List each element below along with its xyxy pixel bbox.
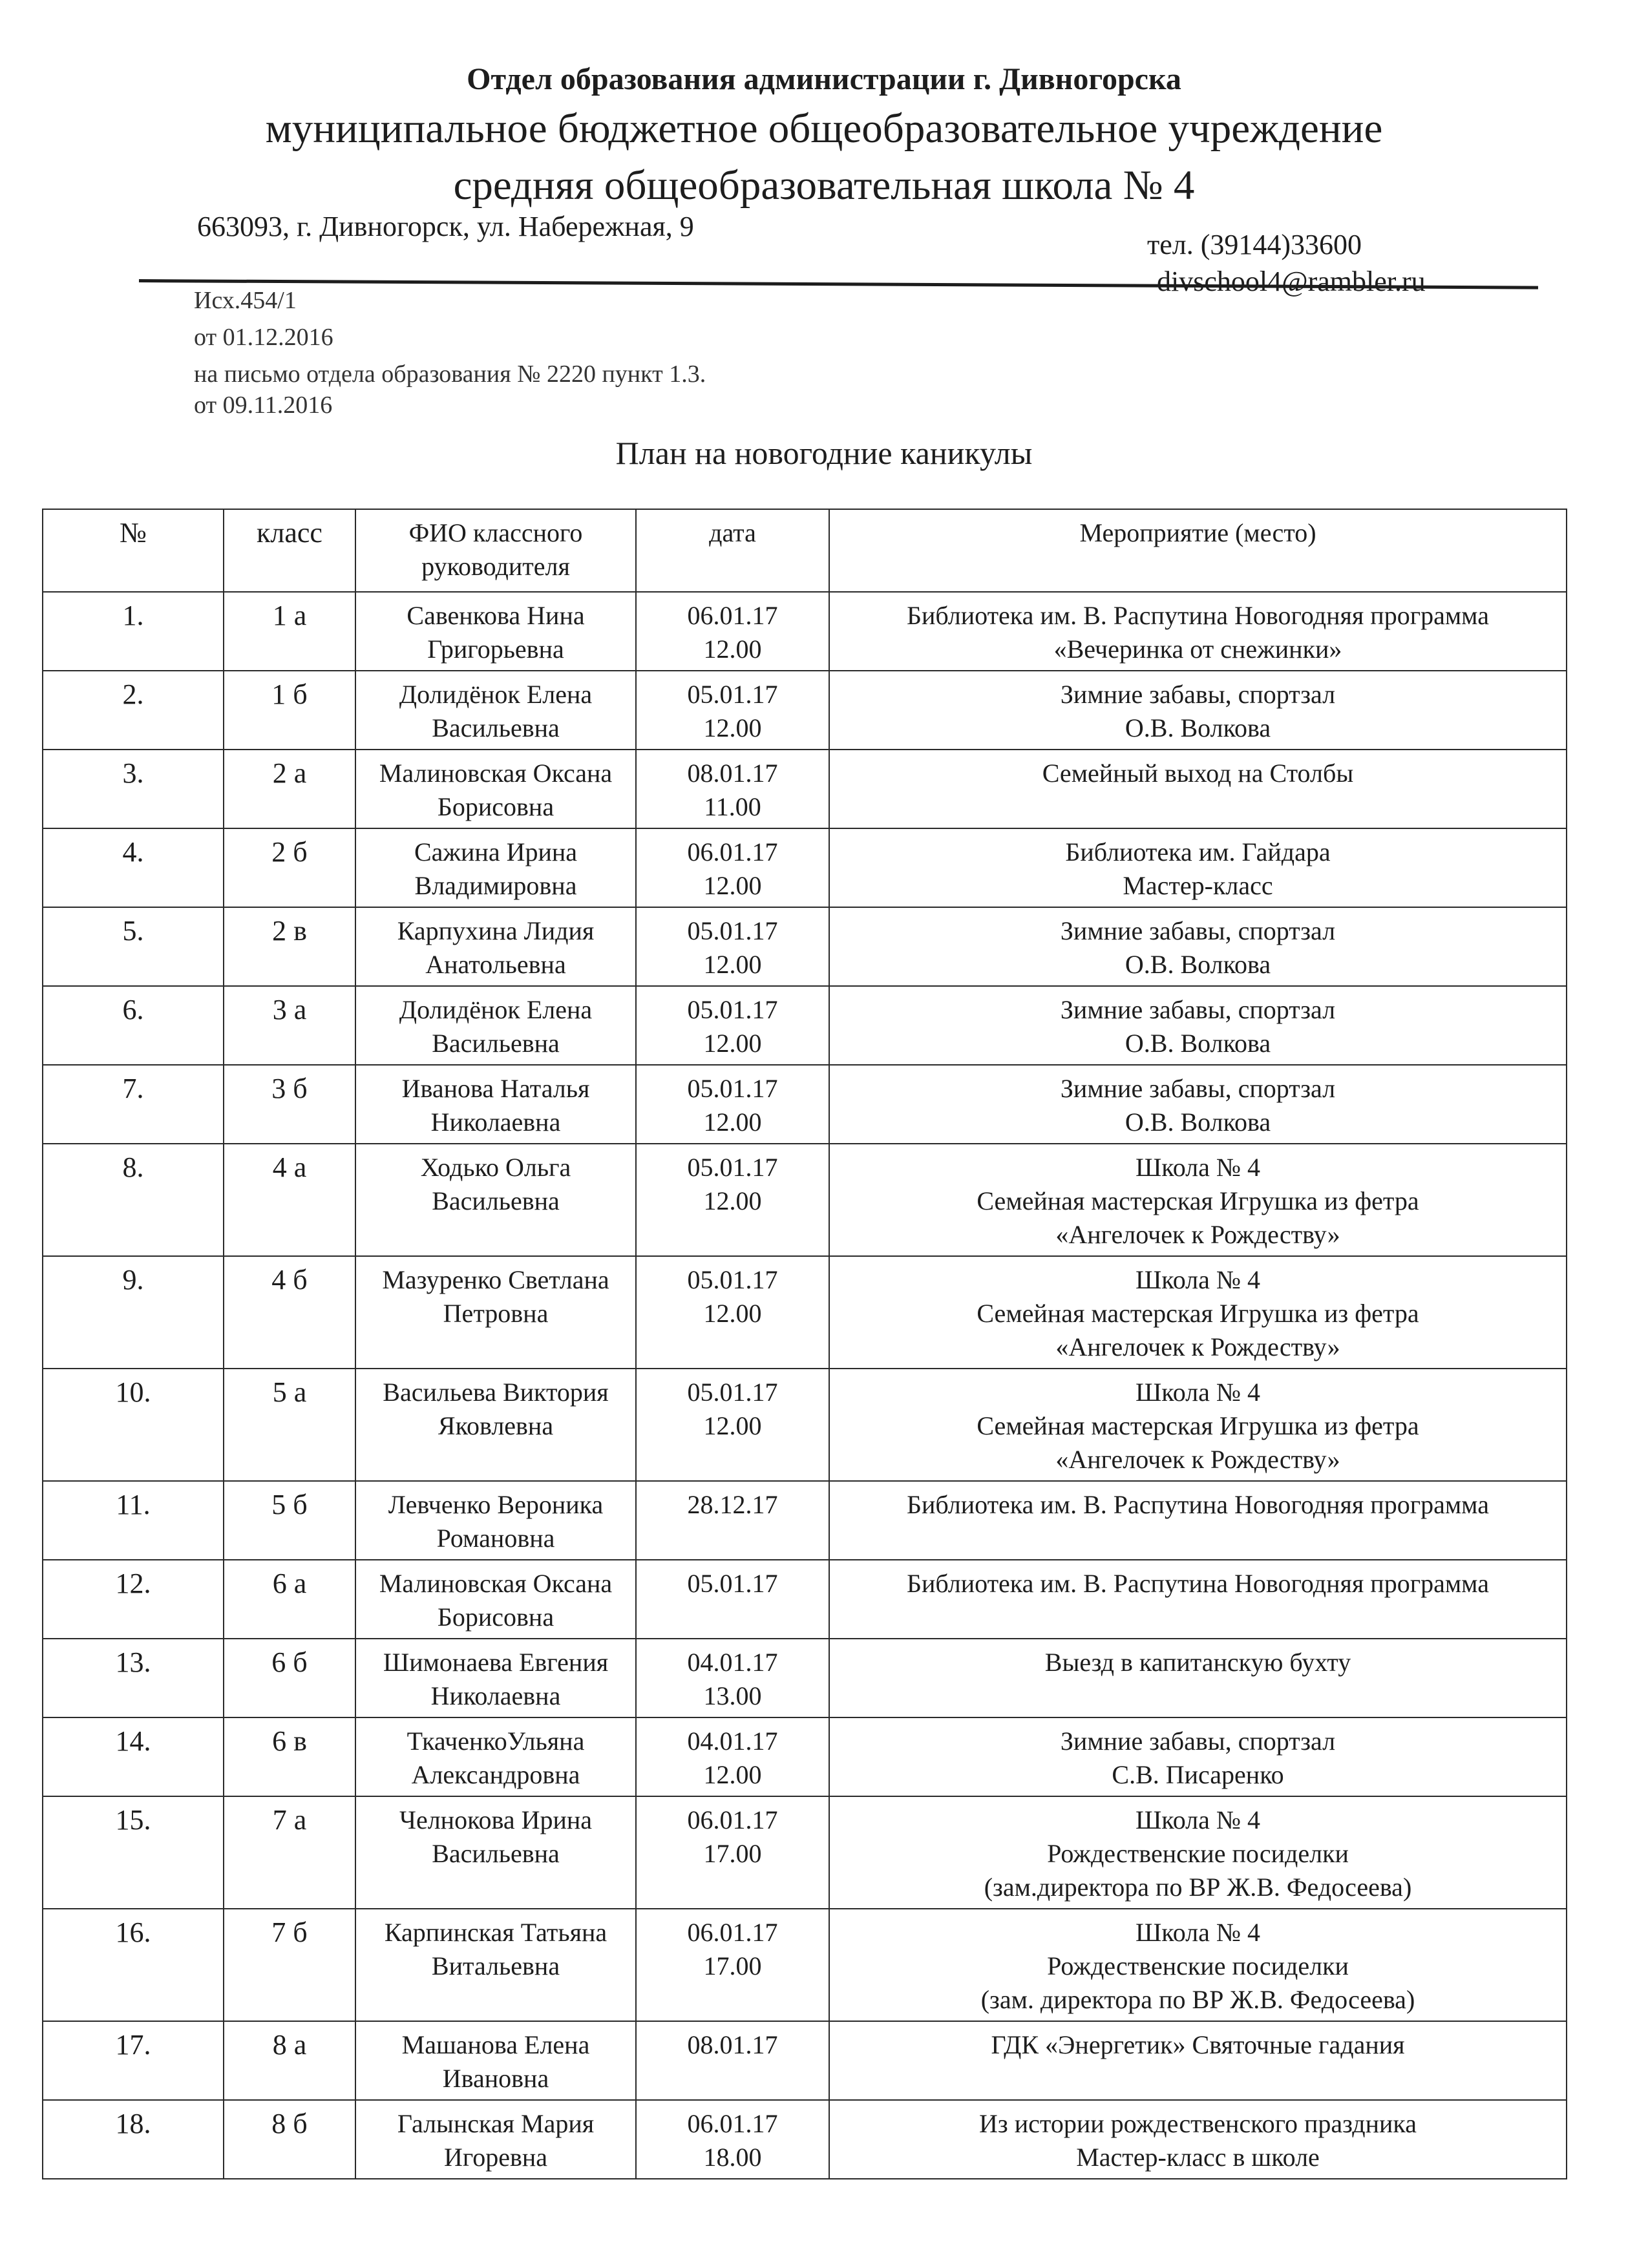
table-row bbox=[43, 1065, 1567, 1144]
row-date: 04.01.17 12.00 bbox=[636, 1717, 829, 1796]
row-event: Библиотека им. В. Распутина Новогодняя программа bbox=[829, 1481, 1567, 1560]
school-email: divschool4@rambler.ru bbox=[1157, 266, 1426, 297]
row-class: 6 в bbox=[224, 1717, 355, 1796]
row-teacher: Шимонаева Евгения Николаевна bbox=[355, 1639, 636, 1717]
row-event: Из истории рождественского праздника Мастер-класс в школе bbox=[829, 2100, 1567, 2179]
table-row bbox=[43, 1369, 1567, 1481]
outgoing-date: от 01.12.2016 bbox=[194, 324, 333, 351]
row-event: Школа № 4 Рождественские посиделки (зам.директора по ВР Ж.В. Федосеева) bbox=[829, 1796, 1567, 1909]
row-date: 05.01.17 12.00 bbox=[636, 1369, 829, 1481]
row-event: Библиотека им. Гайдара Мастер-класс bbox=[829, 828, 1567, 907]
row-class: 3 а bbox=[224, 986, 355, 1065]
row-event: Выезд в капитанскую бухту bbox=[829, 1639, 1567, 1717]
row-class: 8 б bbox=[224, 2100, 355, 2179]
row-event: Школа № 4 Семейная мастерская Игрушка из фетра «Ангелочек к Рождеству» bbox=[829, 1256, 1567, 1369]
row-number: 1. bbox=[43, 592, 224, 671]
row-event: ГДК «Энергетик» Святочные гадания bbox=[829, 2021, 1567, 2100]
row-number: 9. bbox=[43, 1256, 224, 1369]
column-header-date: дата bbox=[636, 509, 829, 592]
row-class: 7 а bbox=[224, 1796, 355, 1909]
row-number: 11. bbox=[43, 1481, 224, 1560]
row-event: Школа № 4 Семейная мастерская Игрушка из фетра «Ангелочек к Рождеству» bbox=[829, 1369, 1567, 1481]
row-date: 05.01.17 bbox=[636, 1560, 829, 1639]
row-class: 6 б bbox=[224, 1639, 355, 1717]
row-date: 06.01.17 17.00 bbox=[636, 1796, 829, 1909]
row-event: Зимние забавы, спортзал О.В. Волкова bbox=[829, 1065, 1567, 1144]
column-header-teacher: ФИО классного руководителя bbox=[355, 509, 636, 592]
row-class: 1 а bbox=[224, 592, 355, 671]
document-title: План на новогодние каникулы bbox=[615, 435, 1033, 471]
row-teacher: ТкаченкоУльяна Александровна bbox=[355, 1717, 636, 1796]
row-date: 28.12.17 bbox=[636, 1481, 829, 1560]
row-number: 15. bbox=[43, 1796, 224, 1909]
row-class: 4 а bbox=[224, 1144, 355, 1256]
row-date: 05.01.17 12.00 bbox=[636, 1256, 829, 1369]
row-event: Зимние забавы, спортзал О.В. Волкова bbox=[829, 907, 1567, 986]
holiday-plan-table bbox=[42, 509, 1567, 2179]
row-number: 5. bbox=[43, 907, 224, 986]
row-teacher: Долидёнок Елена Васильевна bbox=[355, 671, 636, 750]
row-class: 5 б bbox=[224, 1481, 355, 1560]
row-teacher: Машанова Елена Ивановна bbox=[355, 2021, 636, 2100]
row-class: 2 б bbox=[224, 828, 355, 907]
column-header-event: Мероприятие (место) bbox=[829, 509, 1567, 592]
row-teacher: Васильева Виктория Яковлевна bbox=[355, 1369, 636, 1481]
row-number: 6. bbox=[43, 986, 224, 1065]
row-event: Школа № 4 Семейная мастерская Игрушка из фетра «Ангелочек к Рождеству» bbox=[829, 1144, 1567, 1256]
row-date: 04.01.17 13.00 bbox=[636, 1639, 829, 1717]
row-teacher: Челнокова Ирина Васильевна bbox=[355, 1796, 636, 1909]
row-class: 2 в bbox=[224, 907, 355, 986]
row-teacher: Сажина Ирина Владимировна bbox=[355, 828, 636, 907]
table-row bbox=[43, 592, 1567, 671]
row-teacher: Галынская Мария Игоревна bbox=[355, 2100, 636, 2179]
table-row bbox=[43, 2021, 1567, 2100]
row-event: Библиотека им. В. Распутина Новогодняя программа bbox=[829, 1560, 1567, 1639]
row-teacher: Малиновская Оксана Борисовна bbox=[355, 1560, 636, 1639]
row-teacher: Савенкова Нина Григорьевна bbox=[355, 592, 636, 671]
outgoing-number: Исх.454/1 bbox=[194, 287, 297, 314]
table-row bbox=[43, 1144, 1567, 1256]
row-date: 05.01.17 12.00 bbox=[636, 986, 829, 1065]
row-event: Зимние забавы, спортзал О.В. Волкова bbox=[829, 986, 1567, 1065]
row-date: 08.01.17 bbox=[636, 2021, 829, 2100]
row-class: 8 а bbox=[224, 2021, 355, 2100]
row-event: Зимние забавы, спортзал О.В. Волкова bbox=[829, 671, 1567, 750]
row-date: 05.01.17 12.00 bbox=[636, 671, 829, 750]
row-date: 05.01.17 12.00 bbox=[636, 907, 829, 986]
row-number: 13. bbox=[43, 1639, 224, 1717]
table-row bbox=[43, 1481, 1567, 1560]
table-row bbox=[43, 1639, 1567, 1717]
row-number: 12. bbox=[43, 1560, 224, 1639]
row-number: 18. bbox=[43, 2100, 224, 2179]
reference-letter-date: от 09.11.2016 bbox=[194, 392, 333, 419]
row-number: 4. bbox=[43, 828, 224, 907]
table-row bbox=[43, 2100, 1567, 2179]
school-address: 663093, г. Дивногорск, ул. Набережная, 9 bbox=[197, 211, 694, 242]
row-event: Зимние забавы, спортзал С.В. Писаренко bbox=[829, 1717, 1567, 1796]
row-class: 7 б bbox=[224, 1909, 355, 2021]
row-date: 08.01.17 11.00 bbox=[636, 750, 829, 828]
row-class: 1 б bbox=[224, 671, 355, 750]
row-event: Семейный выход на Столбы bbox=[829, 750, 1567, 828]
school-phone: тел. (39144)33600 bbox=[1147, 229, 1362, 260]
row-date: 05.01.17 12.00 bbox=[636, 1065, 829, 1144]
department-name: Отдел образования администрации г. Дивногорска bbox=[467, 62, 1181, 96]
table-body bbox=[43, 592, 1567, 2179]
row-class: 2 а bbox=[224, 750, 355, 828]
row-date: 05.01.17 12.00 bbox=[636, 1144, 829, 1256]
row-number: 2. bbox=[43, 671, 224, 750]
row-class: 4 б bbox=[224, 1256, 355, 1369]
row-number: 8. bbox=[43, 1144, 224, 1256]
table-row bbox=[43, 671, 1567, 750]
row-teacher: Ходько Ольга Васильевна bbox=[355, 1144, 636, 1256]
table-row bbox=[43, 1909, 1567, 2021]
row-number: 3. bbox=[43, 750, 224, 828]
table-row bbox=[43, 750, 1567, 828]
row-teacher: Мазуренко Светлана Петровна bbox=[355, 1256, 636, 1369]
row-teacher: Левченко Вероника Романовна bbox=[355, 1481, 636, 1560]
row-teacher: Карпухина Лидия Анатольевна bbox=[355, 907, 636, 986]
row-event: Библиотека им. В. Распутина Новогодняя программа «Вечеринка от снежинки» bbox=[829, 592, 1567, 671]
row-class: 5 а bbox=[224, 1369, 355, 1481]
row-number: 14. bbox=[43, 1717, 224, 1796]
row-class: 3 б bbox=[224, 1065, 355, 1144]
table-header-row bbox=[43, 509, 1567, 592]
table-row bbox=[43, 828, 1567, 907]
row-number: 17. bbox=[43, 2021, 224, 2100]
row-number: 10. bbox=[43, 1369, 224, 1481]
row-number: 16. bbox=[43, 1909, 224, 2021]
table-row bbox=[43, 907, 1567, 986]
table-row bbox=[43, 1560, 1567, 1639]
row-teacher: Долидёнок Елена Васильевна bbox=[355, 986, 636, 1065]
row-date: 06.01.17 12.00 bbox=[636, 828, 829, 907]
row-event: Школа № 4 Рождественские посиделки (зам. директора по ВР Ж.В. Федосеева) bbox=[829, 1909, 1567, 2021]
row-date: 06.01.17 17.00 bbox=[636, 1909, 829, 2021]
table-row bbox=[43, 986, 1567, 1065]
organization-name-line1: муниципальное бюджетное общеобразовательное учреждение bbox=[265, 105, 1383, 152]
column-header-class: класс bbox=[224, 509, 355, 592]
row-class: 6 а bbox=[224, 1560, 355, 1639]
table-row bbox=[43, 1717, 1567, 1796]
organization-name-line2: средняя общеобразовательная школа № 4 bbox=[453, 162, 1195, 209]
table-row bbox=[43, 1796, 1567, 1909]
row-date: 06.01.17 12.00 bbox=[636, 592, 829, 671]
row-teacher: Малиновская Оксана Борисовна bbox=[355, 750, 636, 828]
table-row bbox=[43, 1256, 1567, 1369]
column-header-number: № bbox=[43, 509, 224, 592]
row-date: 06.01.17 18.00 bbox=[636, 2100, 829, 2179]
row-number: 7. bbox=[43, 1065, 224, 1144]
row-teacher: Карпинская Татьяна Витальевна bbox=[355, 1909, 636, 2021]
row-teacher: Иванова Наталья Николаевна bbox=[355, 1065, 636, 1144]
reference-letter: на письмо отдела образования № 2220 пункт 1.3. bbox=[194, 361, 706, 388]
